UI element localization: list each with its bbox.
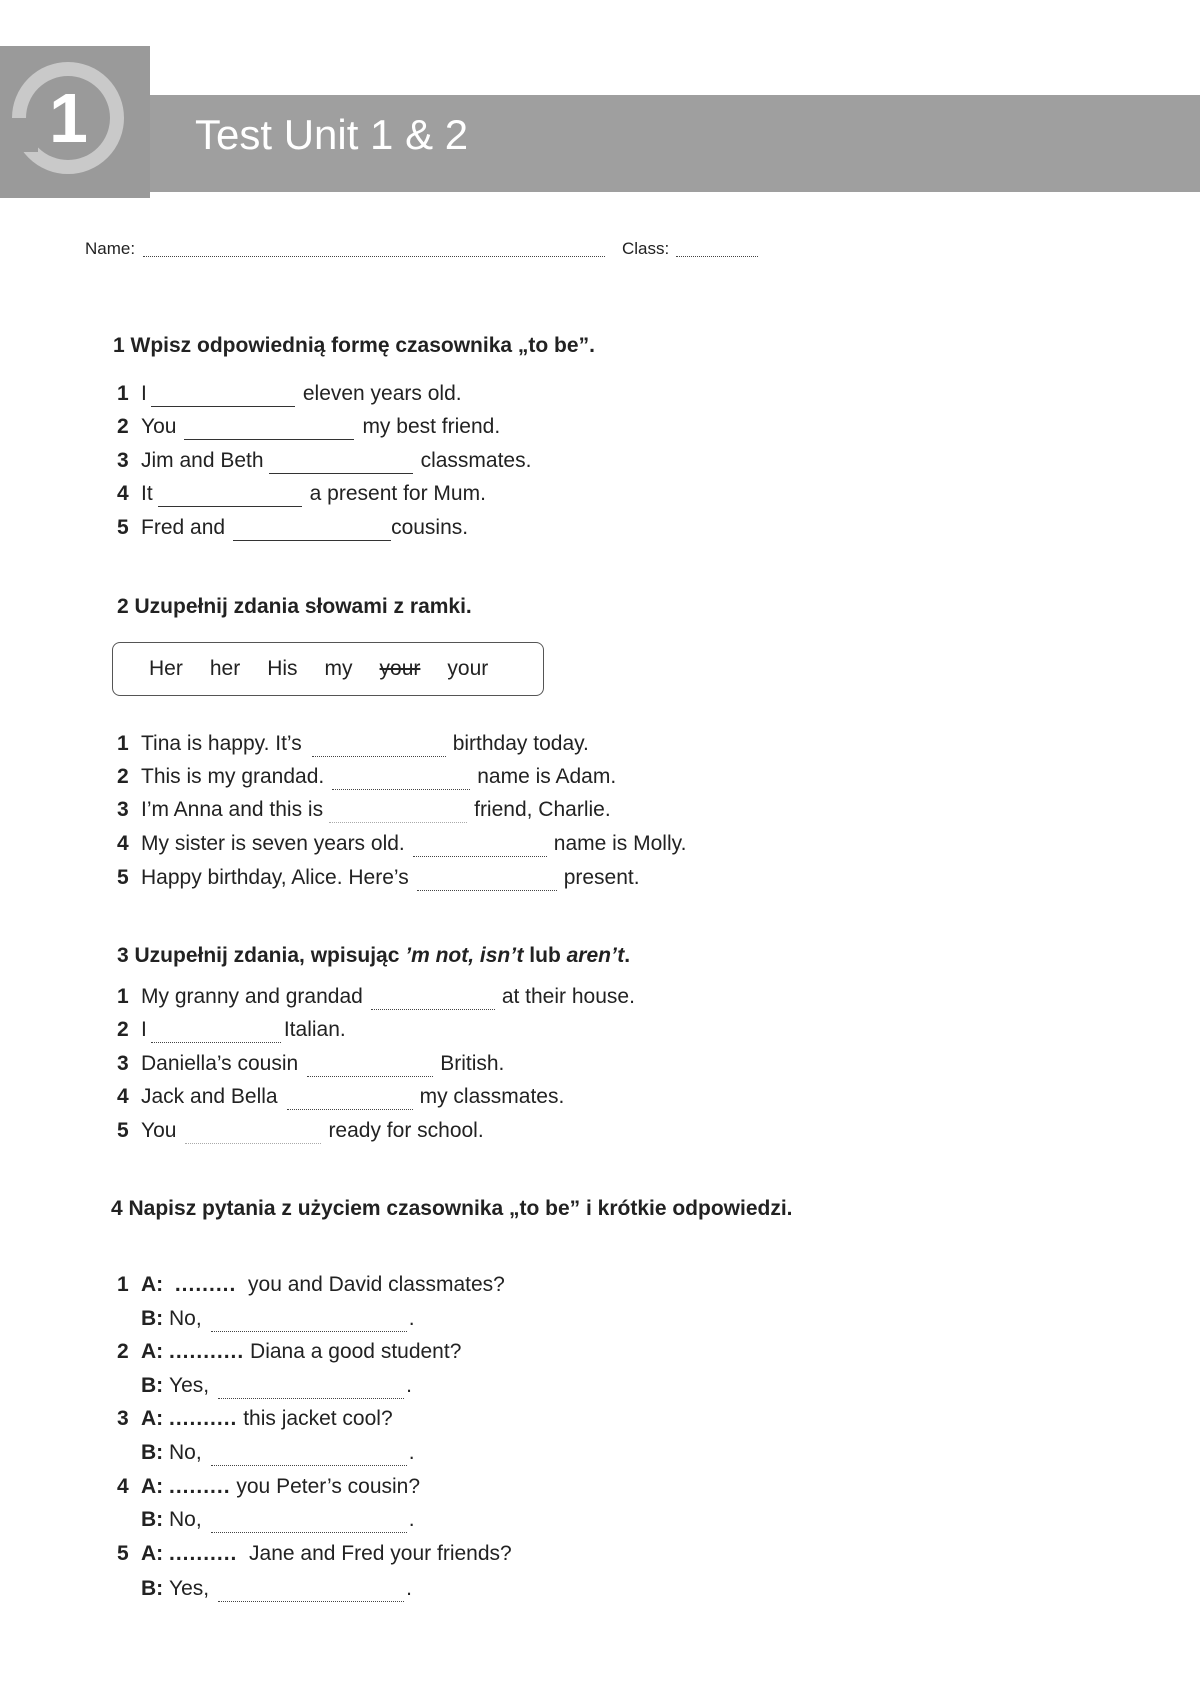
item-number: 5 bbox=[117, 1119, 129, 1142]
item-text-after: at their house. bbox=[501, 985, 635, 1008]
unit-number: 1 bbox=[49, 79, 88, 157]
exercise-3-item bbox=[117, 1118, 484, 1144]
speaker-a-label: A: bbox=[141, 1407, 164, 1430]
title-text: . bbox=[624, 944, 631, 967]
answer-blank[interactable] bbox=[269, 455, 413, 474]
item-text-after: my classmates. bbox=[419, 1085, 565, 1108]
answer-blank[interactable] bbox=[233, 522, 391, 541]
exercise-2-item bbox=[117, 865, 640, 891]
speaker-b-label: B: bbox=[141, 1374, 164, 1397]
word-box-item: His bbox=[267, 657, 298, 680]
exercise-2-item bbox=[117, 731, 589, 757]
item-number: 4 bbox=[117, 482, 129, 505]
answer-blank[interactable] bbox=[158, 488, 302, 507]
exercise-1-item bbox=[117, 515, 468, 541]
answer-blank[interactable] bbox=[185, 1125, 321, 1144]
class-label: Class: bbox=[622, 239, 670, 258]
exercise-2-item bbox=[117, 797, 611, 823]
item-number: 2 bbox=[117, 1018, 129, 1041]
word-box bbox=[112, 642, 544, 696]
item-text-after: British. bbox=[440, 1052, 505, 1075]
answer-blank[interactable] bbox=[151, 388, 295, 407]
item-number: 5 bbox=[117, 866, 129, 889]
word-box-item: Her bbox=[149, 657, 183, 680]
exercise-4-answer: B: No, . bbox=[141, 1307, 415, 1330]
item-text-before: You bbox=[141, 1119, 177, 1142]
answer-blank[interactable] bbox=[371, 991, 495, 1010]
item-number: 2 bbox=[117, 765, 129, 788]
item-number: 3 bbox=[117, 1407, 129, 1430]
question-text: Jane and Fred your friends? bbox=[249, 1542, 512, 1565]
exercise-3-title bbox=[117, 943, 630, 969]
item-text-after: name is Molly. bbox=[553, 832, 687, 855]
speaker-a-label: A: bbox=[141, 1340, 164, 1363]
class-field[interactable] bbox=[676, 256, 758, 257]
exercise-4-question bbox=[117, 1541, 512, 1567]
word-box-item: her bbox=[209, 657, 241, 680]
item-number: 5 bbox=[117, 1542, 129, 1565]
speaker-b-label: B: bbox=[141, 1508, 164, 1531]
unit-badge-ring-gap bbox=[8, 118, 38, 152]
item-text-after: Italian. bbox=[283, 1018, 346, 1041]
answer-dots[interactable]: ......... bbox=[169, 1475, 231, 1498]
item-text-after: ready for school. bbox=[328, 1119, 484, 1142]
word-box-item-used: your bbox=[379, 657, 421, 680]
item-number: 4 bbox=[117, 1085, 129, 1108]
title-forms: ’m not, isn’t bbox=[405, 944, 524, 967]
answer-blank[interactable] bbox=[184, 421, 354, 440]
answer-blank[interactable] bbox=[211, 1313, 407, 1332]
title-forms: aren’t bbox=[566, 944, 625, 967]
exercise-1-item bbox=[117, 381, 462, 407]
item-text-before: Daniella’s cousin bbox=[141, 1052, 299, 1075]
answer-text: Yes, bbox=[169, 1374, 210, 1397]
answer-blank[interactable] bbox=[211, 1447, 407, 1466]
title-text: lub bbox=[523, 944, 567, 967]
answer-blank[interactable] bbox=[329, 804, 467, 823]
item-text-after: eleven years old. bbox=[302, 382, 462, 405]
question-text: this jacket cool? bbox=[243, 1407, 393, 1430]
speaker-b-label: B: bbox=[141, 1441, 164, 1464]
answer-blank[interactable] bbox=[332, 771, 470, 790]
speaker-b-label: B: bbox=[141, 1307, 164, 1330]
exercise-4-title: 4 Napisz pytania z użyciem czasownika „to be” i krótkie odpowiedzi. bbox=[111, 1197, 793, 1220]
exercise-4-question bbox=[117, 1406, 393, 1432]
answer-dots[interactable]: ......... bbox=[174, 1273, 237, 1296]
item-number: 1 bbox=[117, 985, 129, 1008]
question-text: you and David classmates? bbox=[248, 1273, 505, 1296]
item-text-before: My sister is seven years old. bbox=[141, 832, 405, 855]
item-text-before: It bbox=[141, 482, 153, 505]
item-text-before: Jim and Beth bbox=[141, 449, 264, 472]
item-number: 3 bbox=[117, 449, 129, 472]
item-text-before: This is my grandad. bbox=[141, 765, 325, 788]
answer-blank[interactable] bbox=[287, 1091, 413, 1110]
item-text-before: Jack and Bella bbox=[141, 1085, 278, 1108]
item-number: 4 bbox=[117, 1475, 129, 1498]
answer-blank[interactable] bbox=[312, 738, 446, 757]
answer-dots[interactable]: .......... bbox=[169, 1407, 238, 1430]
item-number: 3 bbox=[117, 1052, 129, 1075]
question-text: you Peter’s cousin? bbox=[236, 1475, 421, 1498]
item-text-after: friend, Charlie. bbox=[474, 798, 611, 821]
exercise-4-answer: B: No, . bbox=[141, 1441, 415, 1464]
exercise-3-item bbox=[117, 1084, 564, 1110]
answer-blank[interactable] bbox=[413, 838, 547, 857]
item-text-after: a present for Mum. bbox=[309, 482, 486, 505]
exercise-1-item bbox=[117, 448, 531, 474]
answer-text: Yes, bbox=[169, 1577, 210, 1600]
answer-blank[interactable] bbox=[211, 1514, 407, 1533]
speaker-b-label: B: bbox=[141, 1577, 164, 1600]
page-title: Test Unit 1 & 2 bbox=[195, 111, 469, 158]
answer-text: No, bbox=[169, 1441, 202, 1464]
answer-blank[interactable] bbox=[307, 1058, 433, 1077]
item-text-before: My granny and grandad bbox=[141, 985, 363, 1008]
item-text-before: Fred and bbox=[141, 516, 226, 539]
item-text-after: my best friend. bbox=[362, 415, 501, 438]
item-text-after: birthday today. bbox=[452, 732, 589, 755]
item-number: 2 bbox=[117, 415, 129, 438]
item-text-after: classmates. bbox=[420, 449, 532, 472]
item-text-after: name is Adam. bbox=[477, 765, 617, 788]
item-text-before: You bbox=[141, 415, 177, 438]
item-number: 3 bbox=[117, 798, 129, 821]
exercise-3-item bbox=[117, 1051, 504, 1077]
exercise-2-item bbox=[117, 831, 686, 857]
exercise-1-item bbox=[117, 481, 486, 507]
item-number: 1 bbox=[117, 382, 129, 405]
exercise-4-answer: B: No, . bbox=[141, 1508, 415, 1531]
answer-blank[interactable] bbox=[417, 872, 557, 891]
answer-blank[interactable] bbox=[151, 1024, 281, 1043]
name-field[interactable] bbox=[143, 256, 605, 257]
item-number: 1 bbox=[117, 732, 129, 755]
speaker-a-label: A: bbox=[141, 1542, 164, 1565]
answer-dots[interactable]: ........... bbox=[169, 1340, 245, 1363]
exercise-4-question bbox=[117, 1272, 505, 1298]
exercise-1-title: 1 Wpisz odpowiednią formę czasownika „to be”. bbox=[113, 334, 595, 357]
item-text-after: present. bbox=[563, 866, 640, 889]
exercise-1-item bbox=[117, 414, 500, 440]
title-text: 3 Uzupełnij zdania, wpisując bbox=[117, 944, 406, 967]
speaker-a-label: A: bbox=[141, 1273, 164, 1296]
answer-dots[interactable]: .......... bbox=[169, 1542, 238, 1565]
exercise-2-item bbox=[117, 764, 616, 790]
item-number: 2 bbox=[117, 1340, 129, 1363]
item-text-before: I bbox=[141, 1018, 147, 1041]
exercise-4-question bbox=[117, 1339, 461, 1365]
item-text-before: I’m Anna and this is bbox=[141, 798, 324, 821]
word-box-item: my bbox=[324, 657, 353, 680]
question-text: Diana a good student? bbox=[250, 1340, 462, 1363]
answer-blank[interactable] bbox=[218, 1583, 404, 1602]
item-number: 5 bbox=[117, 516, 129, 539]
answer-text: No, bbox=[169, 1508, 202, 1531]
item-text-before: Happy birthday, Alice. Here’s bbox=[141, 866, 409, 889]
answer-text: No, bbox=[169, 1307, 202, 1330]
exercise-2-title: 2 Uzupełnij zdania słowami z ramki. bbox=[117, 595, 472, 618]
item-number: 4 bbox=[117, 832, 129, 855]
answer-blank[interactable] bbox=[218, 1380, 404, 1399]
speaker-a-label: A: bbox=[141, 1475, 164, 1498]
exercise-4-question bbox=[117, 1474, 420, 1500]
item-text-after: cousins. bbox=[391, 516, 469, 539]
exercise-4-answer: B: Yes, . bbox=[141, 1374, 412, 1397]
item-text-before: Tina is happy. It’s bbox=[141, 732, 302, 755]
item-number: 1 bbox=[117, 1273, 129, 1296]
exercise-4-answer: B: Yes, . bbox=[141, 1577, 412, 1600]
exercise-3-item bbox=[117, 984, 635, 1010]
item-text-before: I bbox=[141, 382, 147, 405]
exercise-3-item bbox=[117, 1017, 346, 1043]
word-box-item: your bbox=[447, 657, 489, 680]
name-label: Name: bbox=[85, 239, 136, 258]
